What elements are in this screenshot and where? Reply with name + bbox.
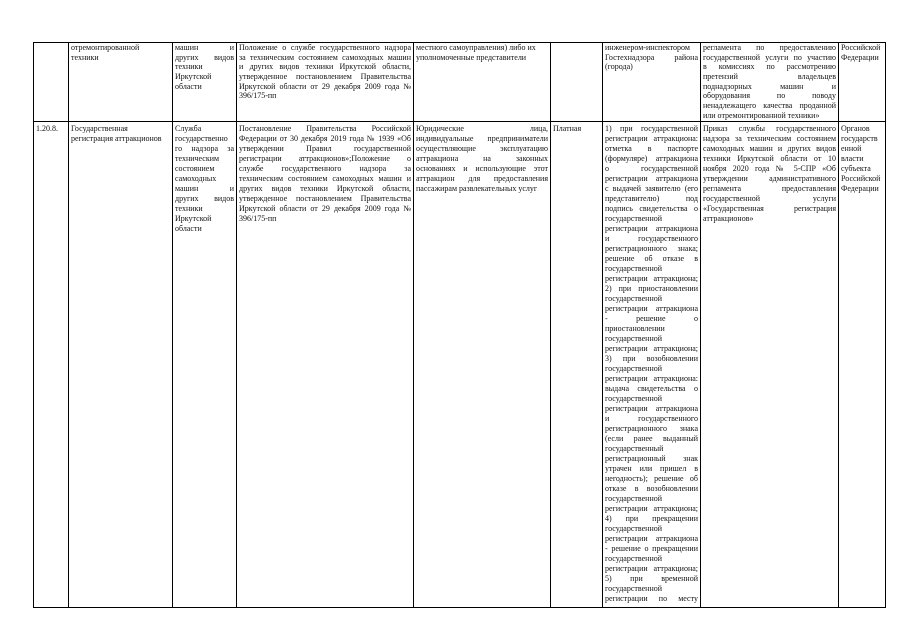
text-line: регистрационный знак [605, 454, 698, 463]
text-line: Иркутской области от 29 декабря 2009 года № [239, 204, 411, 213]
text-line: Федерации от 30 декабря 2019 года № 1939 «Об [239, 134, 411, 143]
number-cell [34, 43, 69, 122]
text-line: решение об отказе в [605, 254, 698, 263]
text-line: индивидуальные предприниматели [416, 134, 548, 143]
text-line: претензий владельцев [703, 72, 836, 82]
text-line: местного самоуправления) либо их [416, 43, 536, 52]
text-line: Приказ службы государственного [703, 124, 836, 133]
text-line: енной [841, 144, 862, 153]
result-cell [603, 43, 701, 122]
text-line: Служба [175, 124, 202, 133]
text-line: аттракционов» [703, 214, 754, 223]
text-line: с выдачей заявителю (его [605, 184, 698, 193]
text-line: регистрации аттракциона; [605, 564, 698, 573]
text-line: 3) при возобновлении [605, 354, 698, 363]
text-line: Российской [841, 43, 881, 52]
level-cell [839, 122, 886, 608]
text-line: 396/175-пп [239, 214, 277, 223]
text-line: Иркутской [175, 72, 212, 82]
fee-cell [551, 43, 603, 122]
text-line: аттракцион для предоставления [416, 174, 548, 183]
text-line: 1.20.8. [36, 124, 58, 133]
text-line: приостановлении [605, 324, 665, 333]
text-line: инженером-инспектором [605, 43, 690, 52]
text-line: регистрации аттракциона; [605, 344, 698, 353]
text-line: государственной [605, 264, 663, 273]
text-line: состоянием [175, 164, 215, 173]
text-line: (если ранее выданный [605, 434, 698, 443]
service-name-cell [69, 43, 173, 122]
text-line: государственной [605, 494, 663, 503]
text-line: регламента по предоставлению [703, 43, 836, 52]
text-line: оборудования по поводу [703, 91, 836, 101]
text-line: отказе в возобновлении [605, 484, 698, 493]
text-line: машин и [175, 43, 234, 52]
text-line: регистрации аттракциона; [605, 504, 698, 513]
text-line: регистрации аттракциона [605, 534, 698, 543]
text-line: субъекта [841, 164, 871, 173]
text-line: надзора за техническим состоянием [703, 134, 836, 143]
legal-basis-cell [237, 43, 414, 122]
text-line: регистрации аттракциона [605, 304, 698, 313]
text-line: государственной [605, 294, 663, 303]
text-line: Иркутской области от 29 декабря 2009 года № [239, 81, 411, 91]
text-line: Иркутской [175, 214, 212, 223]
text-line: (города) [605, 62, 633, 72]
text-line: аттракциона на законных [416, 154, 548, 163]
text-line: самоходных [175, 174, 217, 183]
text-line: Государственная [71, 124, 128, 133]
text-line: Федерации [841, 52, 879, 62]
applicants-cell [414, 122, 551, 608]
text-line: регистрационного знака; [605, 244, 698, 253]
text-line: поднадзорных машин и [703, 81, 836, 91]
text-line: в комиссиях по рассмотрению [703, 62, 836, 72]
text-line: других видов техники Иркутской области, [239, 184, 411, 193]
text-line: негодность); решение об [605, 474, 698, 483]
text-line: государственной [605, 364, 663, 373]
text-line: 1) при государственной [605, 124, 698, 133]
text-line: государственной услуги [703, 194, 836, 203]
text-line: службе государственного надзора за [239, 164, 411, 173]
text-line: самоходных машин и других видов [703, 144, 836, 153]
text-line: - решение о [605, 314, 698, 323]
text-line: ненадлежащего качества проданной [703, 101, 836, 111]
text-line: техники [175, 204, 203, 213]
result-cell [603, 122, 701, 608]
text-line: основаниях и использующие этот [416, 164, 548, 173]
text-line: выдача свидетельства о [605, 384, 698, 393]
text-line: 396/175-пп [239, 91, 277, 101]
text-line: отремонтированной [71, 43, 140, 52]
text-line: утвержденное постановлением Правительства [239, 194, 411, 203]
text-line: «Государственная регистрация [703, 204, 836, 213]
registry-table [33, 42, 886, 608]
text-line: государственный [605, 444, 664, 453]
text-line: техническим [175, 154, 220, 163]
text-line: государственной [605, 584, 663, 593]
text-line: государственной услуги по участию [703, 52, 836, 62]
regulation-cell [701, 43, 839, 122]
text-line: за техническим состоянием самоходных машин [239, 52, 411, 62]
text-line: 4) при прекращении [605, 514, 698, 523]
text-line: го надзора за [175, 144, 234, 153]
text-line: государственной [605, 334, 663, 343]
text-line: государственной [605, 214, 663, 223]
text-line: области [175, 81, 202, 91]
text-line: регистрации аттракциона [605, 404, 698, 413]
text-line: и государственного [605, 414, 698, 423]
text-line: машин и [175, 184, 234, 193]
text-line: регламента предоставления [703, 184, 836, 193]
text-line: или отремонтированной техники» [703, 110, 820, 120]
text-line: (формуляре) аттракциона [605, 154, 698, 163]
text-line: регистрации аттракциона [605, 224, 698, 233]
legal-basis-cell [237, 122, 414, 608]
text-line: власти [841, 154, 864, 163]
text-line: государственно [175, 134, 228, 143]
text-line: Российской [841, 174, 881, 183]
text-line: Гостехнадзора района [605, 52, 698, 62]
text-line: техники Иркутской области от 10 [703, 154, 836, 163]
text-line: уполномоченные представители [416, 52, 527, 62]
text-line: утвержденное постановлением Правительства [239, 72, 411, 82]
text-line: 5) при временной [605, 574, 698, 583]
text-line: и других видов техники Иркутской области, [239, 62, 411, 72]
text-line: других видов [175, 194, 234, 203]
text-line: пассажирам развлекательных услуг [416, 184, 538, 193]
text-line: о государственной [605, 164, 698, 173]
text-line: регистрации аттракциона; [605, 274, 698, 283]
text-line: государственной [605, 394, 663, 403]
text-line: Положение о службе государственного надзора [239, 43, 411, 52]
level-cell [839, 43, 886, 122]
text-line: Постановление Правительства Российской [239, 124, 411, 133]
text-line: регистрации аттракциона [605, 174, 698, 183]
text-line: государственной [605, 524, 663, 533]
text-line: государственной [605, 554, 663, 563]
text-line: техническим состоянием самоходных машин и [239, 174, 411, 183]
text-line: ноября 2020 года № 5-СПР «Об [703, 164, 836, 173]
text-line: - решение о прекращении [605, 544, 698, 553]
text-line: Платная [553, 124, 582, 133]
text-line: Органов [841, 124, 870, 133]
text-line: утверждении Правил государственной [239, 144, 411, 153]
text-line: отметка в паспорте [605, 144, 698, 153]
text-line: других видов [175, 52, 234, 62]
text-line: государств [841, 134, 878, 143]
text-line: регистрации по месту [605, 594, 698, 603]
regulation-cell [701, 122, 839, 608]
number-cell [34, 122, 69, 608]
text-line: осуществляющие эксплуатацию [416, 144, 548, 153]
text-line: и государственного [605, 234, 698, 243]
fee-cell [551, 122, 603, 608]
text-line: регистрации аттракционов»;Положение о [239, 154, 411, 163]
text-line: Федерации [841, 184, 879, 193]
text-line: представителю) под [605, 194, 698, 203]
service-name-cell [69, 122, 173, 608]
text-line: Юридические лица, [416, 124, 548, 133]
authority-cell [173, 43, 237, 122]
text-line: техники [175, 62, 203, 72]
text-line: регистрации аттракциона: [605, 134, 698, 143]
authority-cell [173, 122, 237, 608]
text-line: области [175, 224, 202, 233]
text-line: 2) при приостановлении [605, 284, 698, 293]
text-line: утверждении административного [703, 174, 836, 183]
text-line: регистрации аттракциона: [605, 374, 698, 383]
text-line: техники [71, 52, 99, 62]
text-line: подпись свидетельства о [605, 204, 698, 213]
text-line: регистрационного знака [605, 424, 698, 433]
text-line: утрачен или пришел в [605, 464, 698, 473]
text-line: регистрация аттракционов [71, 134, 162, 143]
applicants-cell [414, 43, 551, 122]
